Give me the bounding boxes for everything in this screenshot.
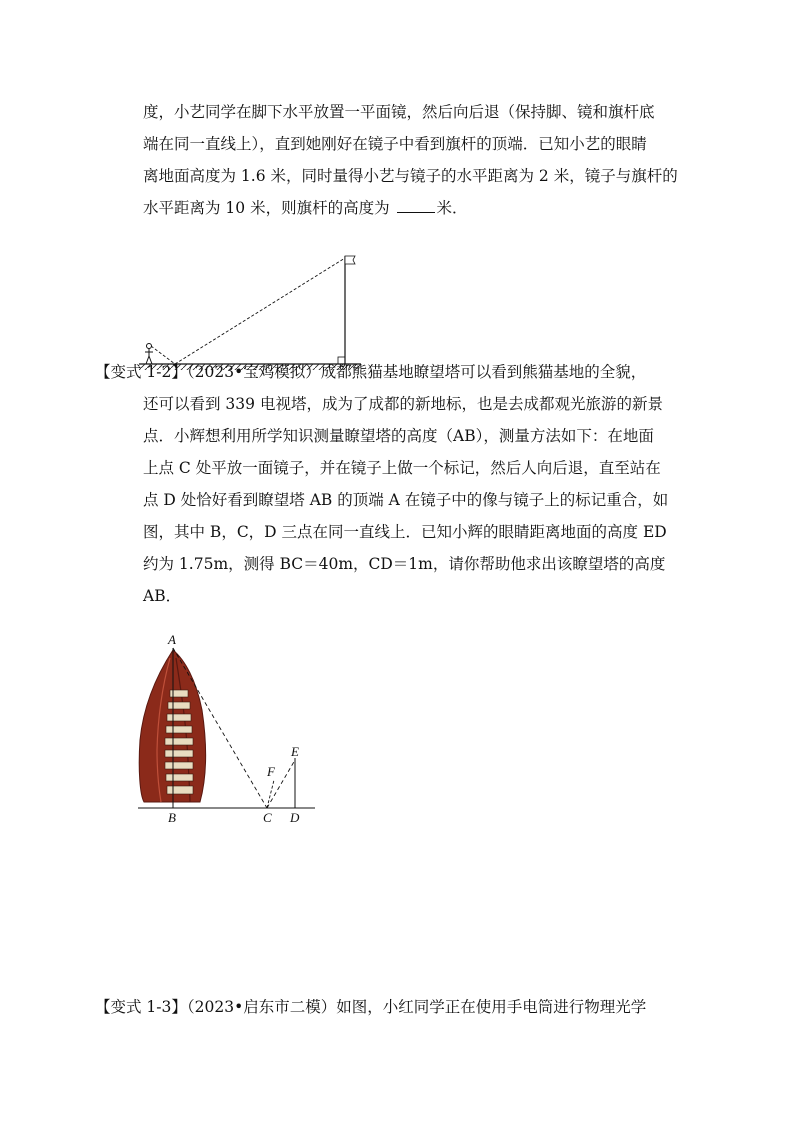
p3-line-1-text: （2023•启东市二模）如图，小红同学正在使用手电筒进行物理光学 — [186, 998, 647, 1016]
flag — [345, 256, 355, 264]
sight-line-flag — [175, 258, 345, 364]
p2-line-1-text: （2023•宝鸡模拟）成都熊猫基地瞭望塔可以看到熊猫基地的全貌， — [186, 363, 647, 381]
p2-line-5: 点 D 处恰好看到瞭望塔 AB 的顶端 A 在镜子中的像与镜子上的标记重合，如 — [143, 491, 669, 509]
p3-tag: 【变式 1-3】 — [95, 998, 187, 1016]
segment-CF — [267, 780, 274, 808]
label-A: A — [168, 632, 176, 647]
label-E: E — [291, 744, 299, 759]
answer-blank[interactable] — [397, 198, 435, 213]
p1-line-4-text: 水平距离为 10 米，则旗杆的高度为 — [143, 199, 390, 217]
p2-line-3: 点．小辉想利用所学知识测量瞭望塔的高度（AB），测量方法如下：在地面 — [143, 427, 654, 445]
p2-line-1 — [95, 360, 646, 382]
p2-line-7: 约为 1.75m，测得 BC＝40m，CD＝1m，请你帮助他求出该瞭望塔的高度 — [143, 555, 666, 573]
label-F: F — [267, 764, 275, 779]
label-D: D — [290, 810, 300, 825]
p1-line-2: 端在同一直线上），直到她刚好在镜子中看到旗杆的顶端．已知小艺的眼睛 — [143, 135, 647, 153]
p2-line-4: 上点 C 处平放一面镜子，并在镜子上做一个标记，然后人向后退，直至站在 — [143, 459, 661, 477]
p3-line-1 — [95, 995, 646, 1017]
tower-figure — [130, 630, 330, 830]
p2-tag: 【变式 1-2】 — [95, 363, 187, 381]
label-B: B — [168, 810, 176, 825]
p2-line-2: 还可以看到 339 电视塔，成为了成都的新地标，也是去成都观光旅游的新景 — [143, 395, 663, 413]
tower-image — [139, 650, 205, 802]
p1-line-3: 离地面高度为 1.6 米，同时量得小艺与镜子的水平距离为 2 米，镜子与旗杆的 — [143, 167, 678, 185]
p2-line-6: 图，其中 B，C，D 三点在同一直线上．已知小辉的眼睛距离地面的高度 ED — [143, 523, 667, 541]
flagpole-figure — [135, 248, 365, 378]
label-C: C — [263, 810, 272, 825]
p1-line-4 — [143, 196, 468, 218]
p2-line-8: AB． — [143, 587, 182, 605]
p1-unit: 米． — [436, 199, 468, 217]
p1-line-1: 度，小艺同学在脚下水平放置一平面镜，然后向后退（保持脚、镜和旗杆底 — [143, 103, 655, 121]
